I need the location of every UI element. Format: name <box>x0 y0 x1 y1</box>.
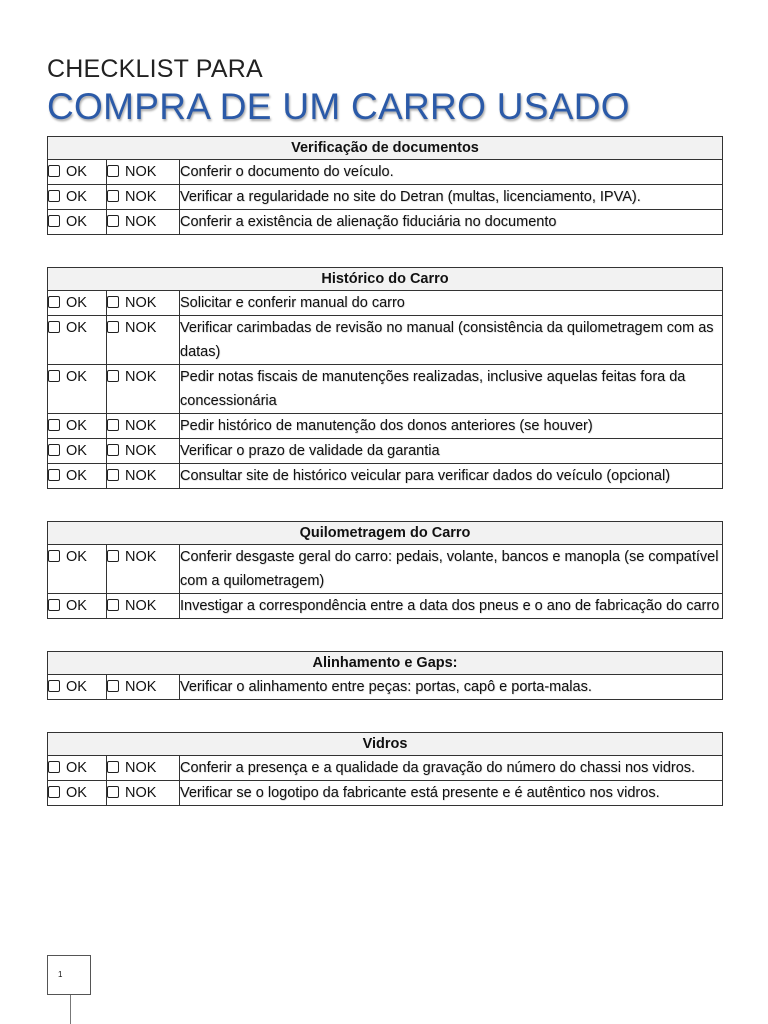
ok-label: OK <box>66 164 87 180</box>
checklist-row <box>48 185 723 210</box>
nok-option[interactable] <box>107 439 180 464</box>
checklist-row <box>48 414 723 439</box>
nok-option[interactable] <box>107 781 180 806</box>
checkbox-icon[interactable] <box>48 215 60 227</box>
nok-label: NOK <box>125 189 157 205</box>
ok-label: OK <box>66 549 87 565</box>
item-description: Consultar site de histórico veicular para verificar dados do veículo (opcional) <box>180 464 723 489</box>
nok-label: NOK <box>125 164 157 180</box>
checklist-row <box>48 464 723 489</box>
checkbox-icon[interactable] <box>107 215 119 227</box>
checkbox-icon[interactable] <box>107 419 119 431</box>
checkbox-icon[interactable] <box>48 761 60 773</box>
ok-option[interactable] <box>48 291 107 316</box>
title-big: COMPRA DE UM CARRO USADO <box>47 86 630 127</box>
nok-option[interactable] <box>107 545 180 594</box>
section-title: Quilometragem do Carro <box>48 522 723 545</box>
ok-option[interactable] <box>48 464 107 489</box>
checkbox-icon[interactable] <box>107 599 119 611</box>
nok-option[interactable] <box>107 316 180 365</box>
ok-label: OK <box>66 760 87 776</box>
title-small: CHECKLIST PARA <box>47 55 263 83</box>
nok-option[interactable] <box>107 185 180 210</box>
checkbox-icon[interactable] <box>107 321 119 333</box>
nok-label: NOK <box>125 679 157 695</box>
ok-label: OK <box>66 214 87 230</box>
checkbox-icon[interactable] <box>48 786 60 798</box>
ok-label: OK <box>66 679 87 695</box>
checklist-row <box>48 291 723 316</box>
ok-label: OK <box>66 189 87 205</box>
nok-label: NOK <box>125 785 157 801</box>
checklist-row <box>48 781 723 806</box>
ok-option[interactable] <box>48 210 107 235</box>
checklist-section <box>47 267 723 489</box>
ok-option[interactable] <box>48 675 107 700</box>
checklist-row <box>48 756 723 781</box>
nok-option[interactable] <box>107 365 180 414</box>
checkbox-icon[interactable] <box>107 680 119 692</box>
item-description: Conferir desgaste geral do carro: pedais, volante, bancos e manopla (se compatível com a quilometragem) <box>180 545 723 594</box>
ok-option[interactable] <box>48 365 107 414</box>
item-description: Solicitar e conferir manual do carro <box>180 291 723 316</box>
nok-label: NOK <box>125 295 157 311</box>
item-description: Verificar o alinhamento entre peças: portas, capô e porta-malas. <box>180 675 723 700</box>
section-title: Vidros <box>48 733 723 756</box>
nok-option[interactable] <box>107 160 180 185</box>
ok-label: OK <box>66 598 87 614</box>
document-page <box>47 54 722 838</box>
ok-option[interactable] <box>48 316 107 365</box>
nok-label: NOK <box>125 760 157 776</box>
section-title: Histórico do Carro <box>48 268 723 291</box>
checkbox-icon[interactable] <box>48 599 60 611</box>
checkbox-icon[interactable] <box>107 296 119 308</box>
nok-option[interactable] <box>107 414 180 439</box>
checklist-row <box>48 210 723 235</box>
ok-label: OK <box>66 295 87 311</box>
checklist-row <box>48 160 723 185</box>
checkbox-icon[interactable] <box>48 190 60 202</box>
item-description: Conferir a presença e a qualidade da gravação do número do chassi nos vidros. <box>180 756 723 781</box>
ok-label: OK <box>66 418 87 434</box>
checklist-sections <box>47 136 722 806</box>
page-number-box <box>47 955 91 995</box>
checklist-row <box>48 545 723 594</box>
checklist-row <box>48 675 723 700</box>
item-description: Verificar se o logotipo da fabricante está presente e é autêntico nos vidros. <box>180 781 723 806</box>
checkbox-icon[interactable] <box>48 296 60 308</box>
page-number-line <box>70 995 71 1024</box>
nok-option[interactable] <box>107 210 180 235</box>
item-description: Verificar a regularidade no site do Detran (multas, licenciamento, IPVA). <box>180 185 723 210</box>
nok-label: NOK <box>125 443 157 459</box>
item-description: Conferir o documento do veículo. <box>180 160 723 185</box>
nok-option[interactable] <box>107 675 180 700</box>
ok-option[interactable] <box>48 414 107 439</box>
nok-label: NOK <box>125 598 157 614</box>
ok-label: OK <box>66 369 87 385</box>
checkbox-icon[interactable] <box>48 419 60 431</box>
checklist-row <box>48 439 723 464</box>
item-description: Conferir a existência de alienação fiduciária no documento <box>180 210 723 235</box>
nok-label: NOK <box>125 468 157 484</box>
checkbox-icon[interactable] <box>107 786 119 798</box>
checkbox-icon[interactable] <box>48 321 60 333</box>
checkbox-icon[interactable] <box>48 165 60 177</box>
nok-label: NOK <box>125 320 157 336</box>
ok-option[interactable] <box>48 439 107 464</box>
item-description: Verificar carimbadas de revisão no manual (consistência da quilometragem com as datas) <box>180 316 723 365</box>
ok-option[interactable] <box>48 781 107 806</box>
nok-option[interactable] <box>107 756 180 781</box>
checklist-row <box>48 316 723 365</box>
nok-label: NOK <box>125 418 157 434</box>
checkbox-icon[interactable] <box>48 469 60 481</box>
nok-option[interactable] <box>107 291 180 316</box>
section-title: Verificação de documentos <box>48 137 723 160</box>
ok-option[interactable] <box>48 185 107 210</box>
nok-label: NOK <box>125 549 157 565</box>
ok-option[interactable] <box>48 545 107 594</box>
item-description: Pedir histórico de manutenção dos donos anteriores (se houver) <box>180 414 723 439</box>
checkbox-icon[interactable] <box>107 550 119 562</box>
checkbox-icon[interactable] <box>48 680 60 692</box>
ok-label: OK <box>66 320 87 336</box>
item-description: Verificar o prazo de validade da garantia <box>180 439 723 464</box>
checkbox-icon[interactable] <box>107 761 119 773</box>
checkbox-icon[interactable] <box>107 190 119 202</box>
nok-label: NOK <box>125 369 157 385</box>
item-description: Pedir notas fiscais de manutenções realizadas, inclusive aquelas feitas fora da concessionária <box>180 365 723 414</box>
checklist-section <box>47 732 723 806</box>
section-title: Alinhamento e Gaps: <box>48 652 723 675</box>
checklist-section <box>47 521 723 619</box>
checklist-section <box>47 136 723 235</box>
checklist-row <box>48 594 723 619</box>
checkbox-icon[interactable] <box>107 444 119 456</box>
ok-option[interactable] <box>48 160 107 185</box>
nok-option[interactable] <box>107 594 180 619</box>
checkbox-icon[interactable] <box>107 370 119 382</box>
item-description: Investigar a correspondência entre a data dos pneus e o ano de fabricação do carro <box>180 594 723 619</box>
nok-label: NOK <box>125 214 157 230</box>
ok-option[interactable] <box>48 594 107 619</box>
page-number: 1 <box>58 970 63 979</box>
checklist-row <box>48 365 723 414</box>
ok-label: OK <box>66 443 87 459</box>
checkbox-icon[interactable] <box>48 550 60 562</box>
checkbox-icon[interactable] <box>107 469 119 481</box>
ok-option[interactable] <box>48 756 107 781</box>
checklist-section <box>47 651 723 700</box>
checkbox-icon[interactable] <box>107 165 119 177</box>
ok-label: OK <box>66 785 87 801</box>
checkbox-icon[interactable] <box>48 444 60 456</box>
ok-label: OK <box>66 468 87 484</box>
checkbox-icon[interactable] <box>48 370 60 382</box>
nok-option[interactable] <box>107 464 180 489</box>
